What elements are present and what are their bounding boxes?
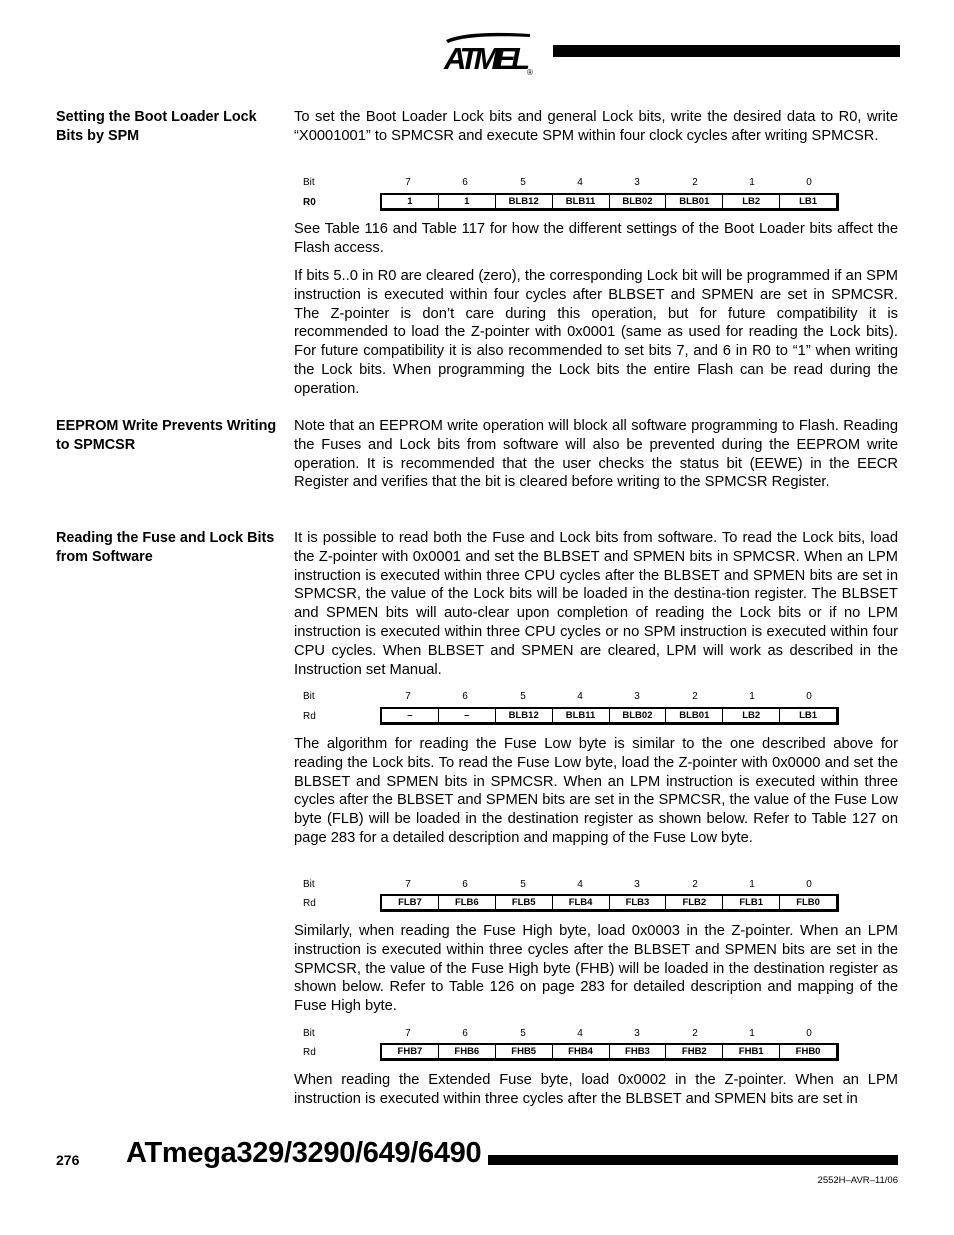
section-heading-read-fuse-lock: Reading the Fuse and Lock Bits from Software (56, 530, 275, 565)
bit-number: 2 (692, 879, 698, 890)
register-cell: FHB1 (723, 1045, 780, 1058)
register-cell: BLB12 (496, 709, 553, 722)
register-cell: FHB2 (666, 1045, 723, 1058)
svg-text:ATMEL: ATMEL (444, 41, 528, 76)
bit-label: Bit (303, 879, 315, 890)
register-r0 (294, 193, 854, 213)
bit-number-row (294, 879, 854, 893)
register-cell: FLB5 (496, 896, 553, 909)
register-cell: BLB01 (666, 195, 723, 208)
register-cell: FLB0 (796, 897, 820, 908)
register-cell: FHB6 (439, 1045, 496, 1058)
bit-number: 0 (806, 879, 812, 890)
bit-number-row (294, 691, 854, 705)
register-cell: FHB3 (610, 1045, 667, 1058)
register-cell: BLB02 (610, 709, 667, 722)
register-cells (380, 1043, 839, 1061)
register-name: Rd (303, 1047, 316, 1058)
bit-number: 5 (520, 691, 526, 702)
register-cell: – (382, 709, 439, 722)
bit-number: 3 (634, 1028, 640, 1039)
bit-number: 0 (806, 1028, 812, 1039)
bit-number: 3 (634, 691, 640, 702)
register-cell: BLB02 (610, 195, 667, 208)
bit-number: 2 (692, 1028, 698, 1039)
bit-number: 5 (520, 879, 526, 890)
bit-number: 2 (692, 691, 698, 702)
bit-number: 6 (462, 879, 468, 890)
register-cell: 1 (439, 195, 496, 208)
section-heading-eeprom: EEPROM Write Prevents Writing to SPMCSR (56, 418, 277, 453)
paragraph-boot-lock-intro: To set the Boot Loader Lock bits and general Lock bits, write the desired data to R0, write “X0001001” to SPMCSR and execute SPM within four clock cycles after writing SPMCSR. (294, 109, 898, 144)
bit-number: 7 (405, 879, 411, 890)
bit-label: Bit (303, 177, 315, 188)
paragraph-boot-lock-bits: If bits 5..0 in R0 are cleared (zero), the corresponding Lock bit will be programmed if an SPM instruction is executed within four cycles after BLBSET and SPMEN are set in SPMCSR. The Z-pointer is don’t care during this operation, but for future compatibility it is recommended to load the Z-pointer with 0x0001 (same as used for reading the Lock bits). For future compatibility it is also recommended to set bits 7, and 6 in R0 to “1” when writing the Lock bits. When programming the Lock bits the entire Flash can be read during the operation. (294, 268, 898, 397)
bit-number: 4 (577, 691, 583, 702)
bit-number-row (294, 177, 854, 191)
paragraph-read-lock: It is possible to read both the Fuse and Lock bits from software. To read the Lock bits, load the Z-pointer with 0x0001 and set the BLBSET and SPMEN bits in SPMCSR. When an LPM instruction is executed within three CPU cycles after the BLBSET and SPMEN bits are set in SPMCSR, the value of the Lock bits will be loaded in the destina-tion register. The BLBSET and SPMEN bits will auto-clear upon completion of reading the Lock bits or if no LPM instruction is executed within three CPU cycles or no SPM instruction is executed within four CPU cycles. When BLBSET and SPMEN are cleared, LPM will work as described in the Instruction set Manual. (294, 530, 898, 678)
bit-number: 3 (634, 879, 640, 890)
paragraph-boot-table-ref: See Table 116 and Table 117 for how the different settings of the Boot Loader bits affect the Flash access. (294, 221, 898, 256)
bit-number: 5 (520, 1028, 526, 1039)
register-cell: BLB11 (553, 195, 610, 208)
bit-number: 7 (405, 177, 411, 188)
bit-number: 6 (462, 177, 468, 188)
header-rule (553, 45, 900, 57)
bit-number-row (294, 1028, 854, 1042)
register-cell: BLB11 (553, 709, 610, 722)
register-name: R0 (303, 197, 316, 208)
bit-number: 3 (634, 177, 640, 188)
register-cell: FHB7 (382, 1045, 439, 1058)
register-cell: FHB0 (795, 1046, 821, 1057)
bit-label: Bit (303, 1028, 315, 1039)
register-cell: FLB3 (610, 896, 667, 909)
register-cells (380, 894, 839, 912)
bit-number: 1 (749, 691, 755, 702)
register-name: Rd (303, 898, 316, 909)
svg-text:®: ® (527, 68, 533, 76)
bit-number: 5 (520, 177, 526, 188)
bit-number: 0 (806, 691, 812, 702)
register-rd-fuse-low (294, 894, 854, 914)
page-number: 276 (56, 1152, 80, 1168)
bit-number: 1 (749, 879, 755, 890)
footer-rule (488, 1155, 898, 1165)
register-cell: 1 (382, 195, 439, 208)
register-cell: – (439, 709, 496, 722)
register-cell: BLB01 (666, 709, 723, 722)
register-name: Rd (303, 711, 316, 722)
register-cell: LB2 (723, 195, 780, 208)
register-cell: FLB4 (553, 896, 610, 909)
bit-number: 7 (405, 691, 411, 702)
bit-number: 6 (462, 691, 468, 702)
register-rd-lock (294, 707, 854, 727)
register-cell: FLB2 (666, 896, 723, 909)
bit-number: 1 (749, 1028, 755, 1039)
paragraph-eeprom: Note that an EEPROM write operation will block all software programming to Flash. Reading the Fuses and Lock bits from software will also be prevented during the EEPROM write operation. It is recommended that the user checks the status bit (EEWE) in the EECR Register and verifies that the bit is cleared before writing to the SPMCSR Register. (294, 418, 898, 491)
bit-number: 4 (577, 177, 583, 188)
document-title: ATmega329/3290/649/6490 (126, 1137, 482, 1169)
register-cell: FHB5 (496, 1045, 553, 1058)
register-cell: BLB12 (496, 195, 553, 208)
register-cells (380, 193, 839, 211)
bit-number: 4 (577, 1028, 583, 1039)
bit-number: 6 (462, 1028, 468, 1039)
section-heading-boot-lock: Setting the Boot Loader Lock Bits by SPM (56, 109, 257, 144)
bit-number: 7 (405, 1028, 411, 1039)
paragraph-fuse-low: The algorithm for reading the Fuse Low byte is similar to the one described above for reading the Lock bits. To read the Fuse Low byte, load the Z-pointer with 0x0000 and set the BLBSET and SPMEN bits in SPMCSR. When an LPM instruction is executed within three cycles after the BLBSET and SPMEN bits are set in the SPMCSR, the value of the Fuse Low byte (FLB) will be loaded in the destination register as shown below. Refer to Table 127 on page 283 for a detailed description and mapping of the Fuse Low byte. (294, 736, 898, 846)
bit-number: 0 (806, 177, 812, 188)
document-id: 2552H–AVR–11/06 (817, 1175, 898, 1186)
bit-number: 1 (749, 177, 755, 188)
register-cell: FHB4 (553, 1045, 610, 1058)
register-cell: LB2 (723, 709, 780, 722)
register-rd-fuse-high (294, 1043, 854, 1063)
register-cell: FLB7 (382, 896, 439, 909)
register-cell: LB1 (799, 710, 818, 721)
register-cell: FLB1 (723, 896, 780, 909)
bit-number: 2 (692, 177, 698, 188)
atmel-logo (438, 28, 538, 76)
paragraph-extended-fuse: When reading the Extended Fuse byte, load 0x0002 in the Z-pointer. When an LPM instruction is executed within three cycles after the BLBSET and SPMEN bits are set in (294, 1072, 898, 1107)
register-cell: FLB6 (439, 896, 496, 909)
paragraph-fuse-high: Similarly, when reading the Fuse High byte, load 0x0003 in the Z-pointer. When an LPM instruction is executed within three cycles after the BLBSET and SPMEN bits are set in the SPMCSR, the value of the Fuse High byte (FHB) will be loaded in the destination register as shown below. Refer to Table 126 on page 283 for detailed description and mapping of the Fuse High byte. (294, 923, 898, 1015)
register-cells (380, 707, 839, 725)
bit-label: Bit (303, 691, 315, 702)
bit-number: 4 (577, 879, 583, 890)
register-cell: LB1 (799, 196, 818, 207)
